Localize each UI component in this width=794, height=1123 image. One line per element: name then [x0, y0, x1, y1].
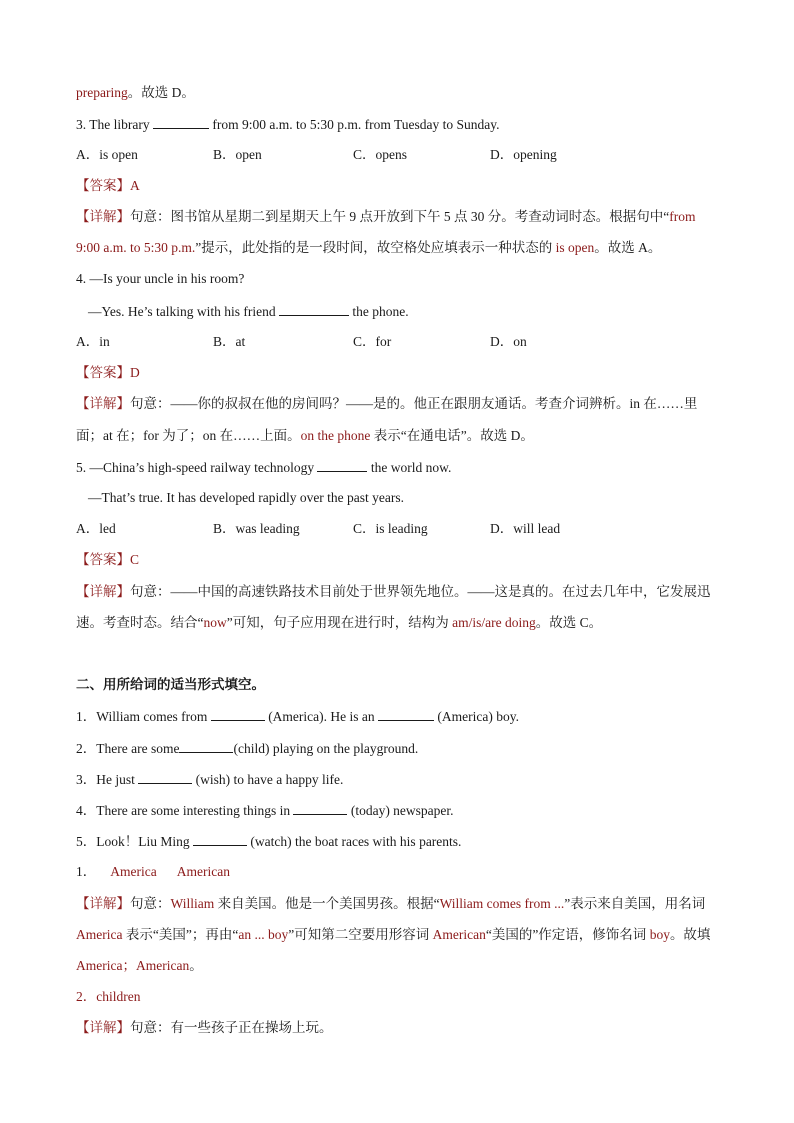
answer-blank	[153, 115, 209, 129]
answer-1-detail-line-3: America；American。	[76, 958, 203, 973]
option-a: A．is open	[76, 147, 138, 162]
answer-blank	[378, 707, 434, 721]
section-2-heading: 二、用所给词的适当形式填空。	[76, 677, 265, 692]
question-5-detail-line-1: 【详解】句意：——中国的高速铁路技术目前处于世界领先地位。——这是真的。在过去几年中，它发展迅	[76, 584, 711, 599]
question-4-detail-line-1: 【详解】句意：——你的叔叔在他的房间吗？——是的。他正在跟朋友通话。考查介词辨析。in 在……里	[76, 396, 698, 411]
option-c: C．for	[353, 334, 392, 349]
answer-blank	[317, 458, 367, 472]
question-4-answer: 【答案】D	[76, 365, 140, 380]
option-b: B．was leading	[213, 521, 300, 536]
question-3-stem: 3. The library from 9:00 a.m. to 5:30 p.m. from Tuesday to Sunday.	[76, 117, 500, 132]
option-a: A．led	[76, 521, 116, 536]
option-c: C．is leading	[353, 521, 428, 536]
option-d: D．on	[490, 334, 527, 349]
option-b: B．at	[213, 334, 246, 349]
answer-blank	[138, 770, 192, 784]
answer-blank	[193, 832, 247, 846]
question-4-reply: —Yes. He’s talking with his friend the phone.	[88, 304, 409, 319]
answer-2-detail-line-1: 【详解】句意：有一些孩子正在操场上玩。	[76, 1020, 333, 1035]
question-3-answer: 【答案】A	[76, 178, 140, 193]
answer-2: 2．children	[76, 989, 141, 1004]
question-5-reply: —That’s true. It has developed rapidly over the past years.	[88, 490, 405, 505]
answer-blank	[211, 707, 265, 721]
question-5-stem: 5. —China’s high-speed railway technology the world now.	[76, 460, 452, 475]
answer-1-detail-line-1: 【详解】句意：William 来自美国。他是一个美国男孩。根据“William comes from ...”表示来自美国，用名词	[76, 896, 706, 911]
option-c: C．opens	[353, 147, 407, 162]
question-5-answer: 【答案】C	[76, 552, 140, 567]
fill-item-2: 2．There are some (child) playing on the playground.	[76, 741, 419, 756]
question-3-detail-line-1: 【详解】句意：图书馆从星期二到星期天上午 9 点开放到下午 5 点 30 分。考查动词时态。根据句中“from	[76, 209, 696, 224]
fill-item-5: 5．Look！Liu Ming (watch) the boat races with his parents.	[76, 834, 462, 849]
question-4-stem: 4. —Is your uncle in his room?	[76, 271, 245, 286]
question-4-detail-line-2: 面；at 在；for 为了；on 在……上面。on the phone 表示“在通电话”。故选 D。	[76, 428, 534, 443]
highlight-text: preparing	[76, 85, 128, 100]
answer-1: 1． America American	[76, 864, 230, 879]
answer-blank	[179, 739, 233, 753]
question-5-detail-line-2: 速。考查时态。结合“now”可知，句子应用现在进行时，结构为 am/is/are doing。故选 C。	[76, 615, 603, 630]
answer-1-detail-line-2: America 表示“美国”；再由“an ... boy”可知第二空要用形容词 American“美国的”作定语，修饰名词 boy。故填	[76, 927, 711, 942]
fill-item-1: 1．William comes from (America). He is an (America) boy.	[76, 709, 519, 724]
answer-blank	[293, 801, 347, 815]
answer-blank	[279, 302, 349, 316]
fill-item-4: 4．There are some interesting things in (today) newspaper.	[76, 803, 454, 818]
fill-item-3: 3．He just (wish) to have a happy life.	[76, 772, 344, 787]
option-a: A．in	[76, 334, 110, 349]
question-3-detail-line-2: 9:00 a.m. to 5:30 p.m.”提示，此处指的是一段时间，故空格处应填表示一种状态的 is open。故选 A。	[76, 240, 662, 255]
option-d: D．opening	[490, 147, 557, 162]
prev-detail-tail: preparing。故选 D。	[76, 85, 195, 100]
option-b: B．open	[213, 147, 262, 162]
option-d: D．will lead	[490, 521, 561, 536]
